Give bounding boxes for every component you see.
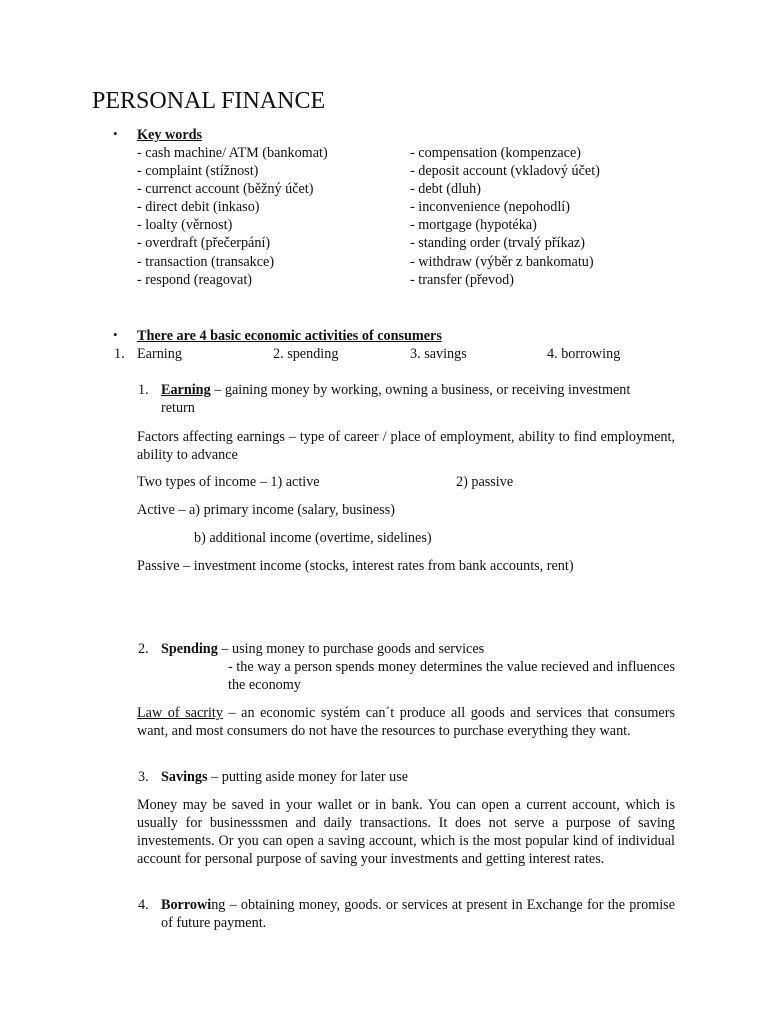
law-term: Law of sacrity (137, 705, 223, 721)
activity-borrowing: 4. borrowing (547, 346, 621, 362)
key-word-item: - transaction (transakce) (137, 254, 275, 270)
borrowing-number: 4. (138, 897, 149, 913)
borrowing-term-rest: ng (211, 897, 226, 913)
earning-def-continuation: return (161, 400, 195, 416)
borrowing-term-bold: Borrowi (161, 897, 212, 913)
earning-number: 1. (138, 382, 149, 398)
spending-term: Spending (161, 641, 218, 657)
spending-number: 2. (138, 641, 149, 657)
activities-heading: There are 4 basic economic activities of consumers (137, 328, 442, 344)
key-word-item: - withdraw (výběr z bankomatu) (410, 254, 594, 270)
borrowing-paragraph (161, 896, 675, 932)
page-title: PERSONAL FINANCE (92, 88, 326, 114)
earning-definition (161, 381, 630, 399)
key-word-item: - loalty (věrnost) (137, 217, 233, 233)
active-income-additional: b) additional income (overtime, sidelines) (194, 530, 432, 546)
bullet-dot: • (113, 126, 118, 141)
activity-earning: Earning (137, 346, 182, 362)
key-word-item: - overdraft (přečerpání) (137, 235, 271, 251)
savings-paragraph: Money may be saved in your wallet or in bank. You can open a current account, which is usually for businesssmen and daily transactions. It does not serve a purpose of saving investements. Or you can open a saving account, which is the most popular kind of individual account for personal purpose of saving your investments and getting interest rates. (137, 797, 675, 867)
law-of-scarcity-paragraph (137, 704, 675, 740)
key-word-item: - respond (reagovat) (137, 272, 253, 288)
earning-def-text: – gaining money by working, owning a business, or receiving investment (210, 382, 631, 398)
key-word-item: - mortgage (hypotéka) (410, 217, 537, 233)
key-word-item: - inconvenience (nepohodlí) (410, 199, 570, 215)
income-passive-label: 2) passive (456, 474, 514, 490)
key-word-item: - transfer (převod) (410, 272, 514, 288)
savings-term: Savings (161, 769, 208, 785)
key-word-item: - standing order (trvalý příkaz) (410, 235, 585, 251)
key-word-item: - debt (dluh) (410, 181, 481, 197)
activity-savings: 3. savings (410, 346, 467, 362)
key-word-item: - cash machine/ ATM (bankomat) (137, 145, 328, 161)
income-types-text: Two types of income – 1) active (137, 474, 320, 490)
active-income-text: Active – a) primary income (salary, business) (137, 502, 395, 518)
spending-definition (161, 640, 484, 658)
savings-definition (161, 768, 408, 786)
activity-number: 1. (114, 346, 125, 362)
key-word-item: - compensation (kompenzace) (410, 145, 581, 161)
key-word-item: - currenct account (běžný účet) (137, 181, 314, 197)
key-words-heading: Key words (137, 127, 203, 143)
passive-income-text: Passive – investment income (stocks, interest rates from bank accounts, rent) (137, 558, 574, 574)
key-word-item: - complaint (stížnost) (137, 163, 259, 179)
key-word-item: - deposit account (vkladový účet) (410, 163, 600, 179)
savings-number: 3. (138, 769, 149, 785)
borrowing-def-text: – obtaining money, goods. or services at present in Exchange for the promise of future payment. (161, 897, 675, 931)
savings-def-text: – putting aside money for later use (207, 769, 409, 785)
earning-factors-paragraph: Factors affecting earnings – type of career / place of employment, ability to find employment, ability to advance (137, 429, 675, 463)
spending-sub-paragraph: - the way a person spends money determines the value recieved and influences the economy (228, 659, 675, 693)
earning-term: Earning (161, 382, 211, 398)
spending-def-text: – using money to purchase goods and services (217, 641, 485, 657)
key-word-item: - direct debit (inkaso) (137, 199, 260, 215)
activity-spending: 2. spending (273, 346, 339, 362)
bullet-dot: • (113, 327, 118, 342)
law-text: – an economic systém can´t produce all goods and services that consumers want, and most consumers do not have the resources to purchase everything they want. (137, 705, 675, 739)
